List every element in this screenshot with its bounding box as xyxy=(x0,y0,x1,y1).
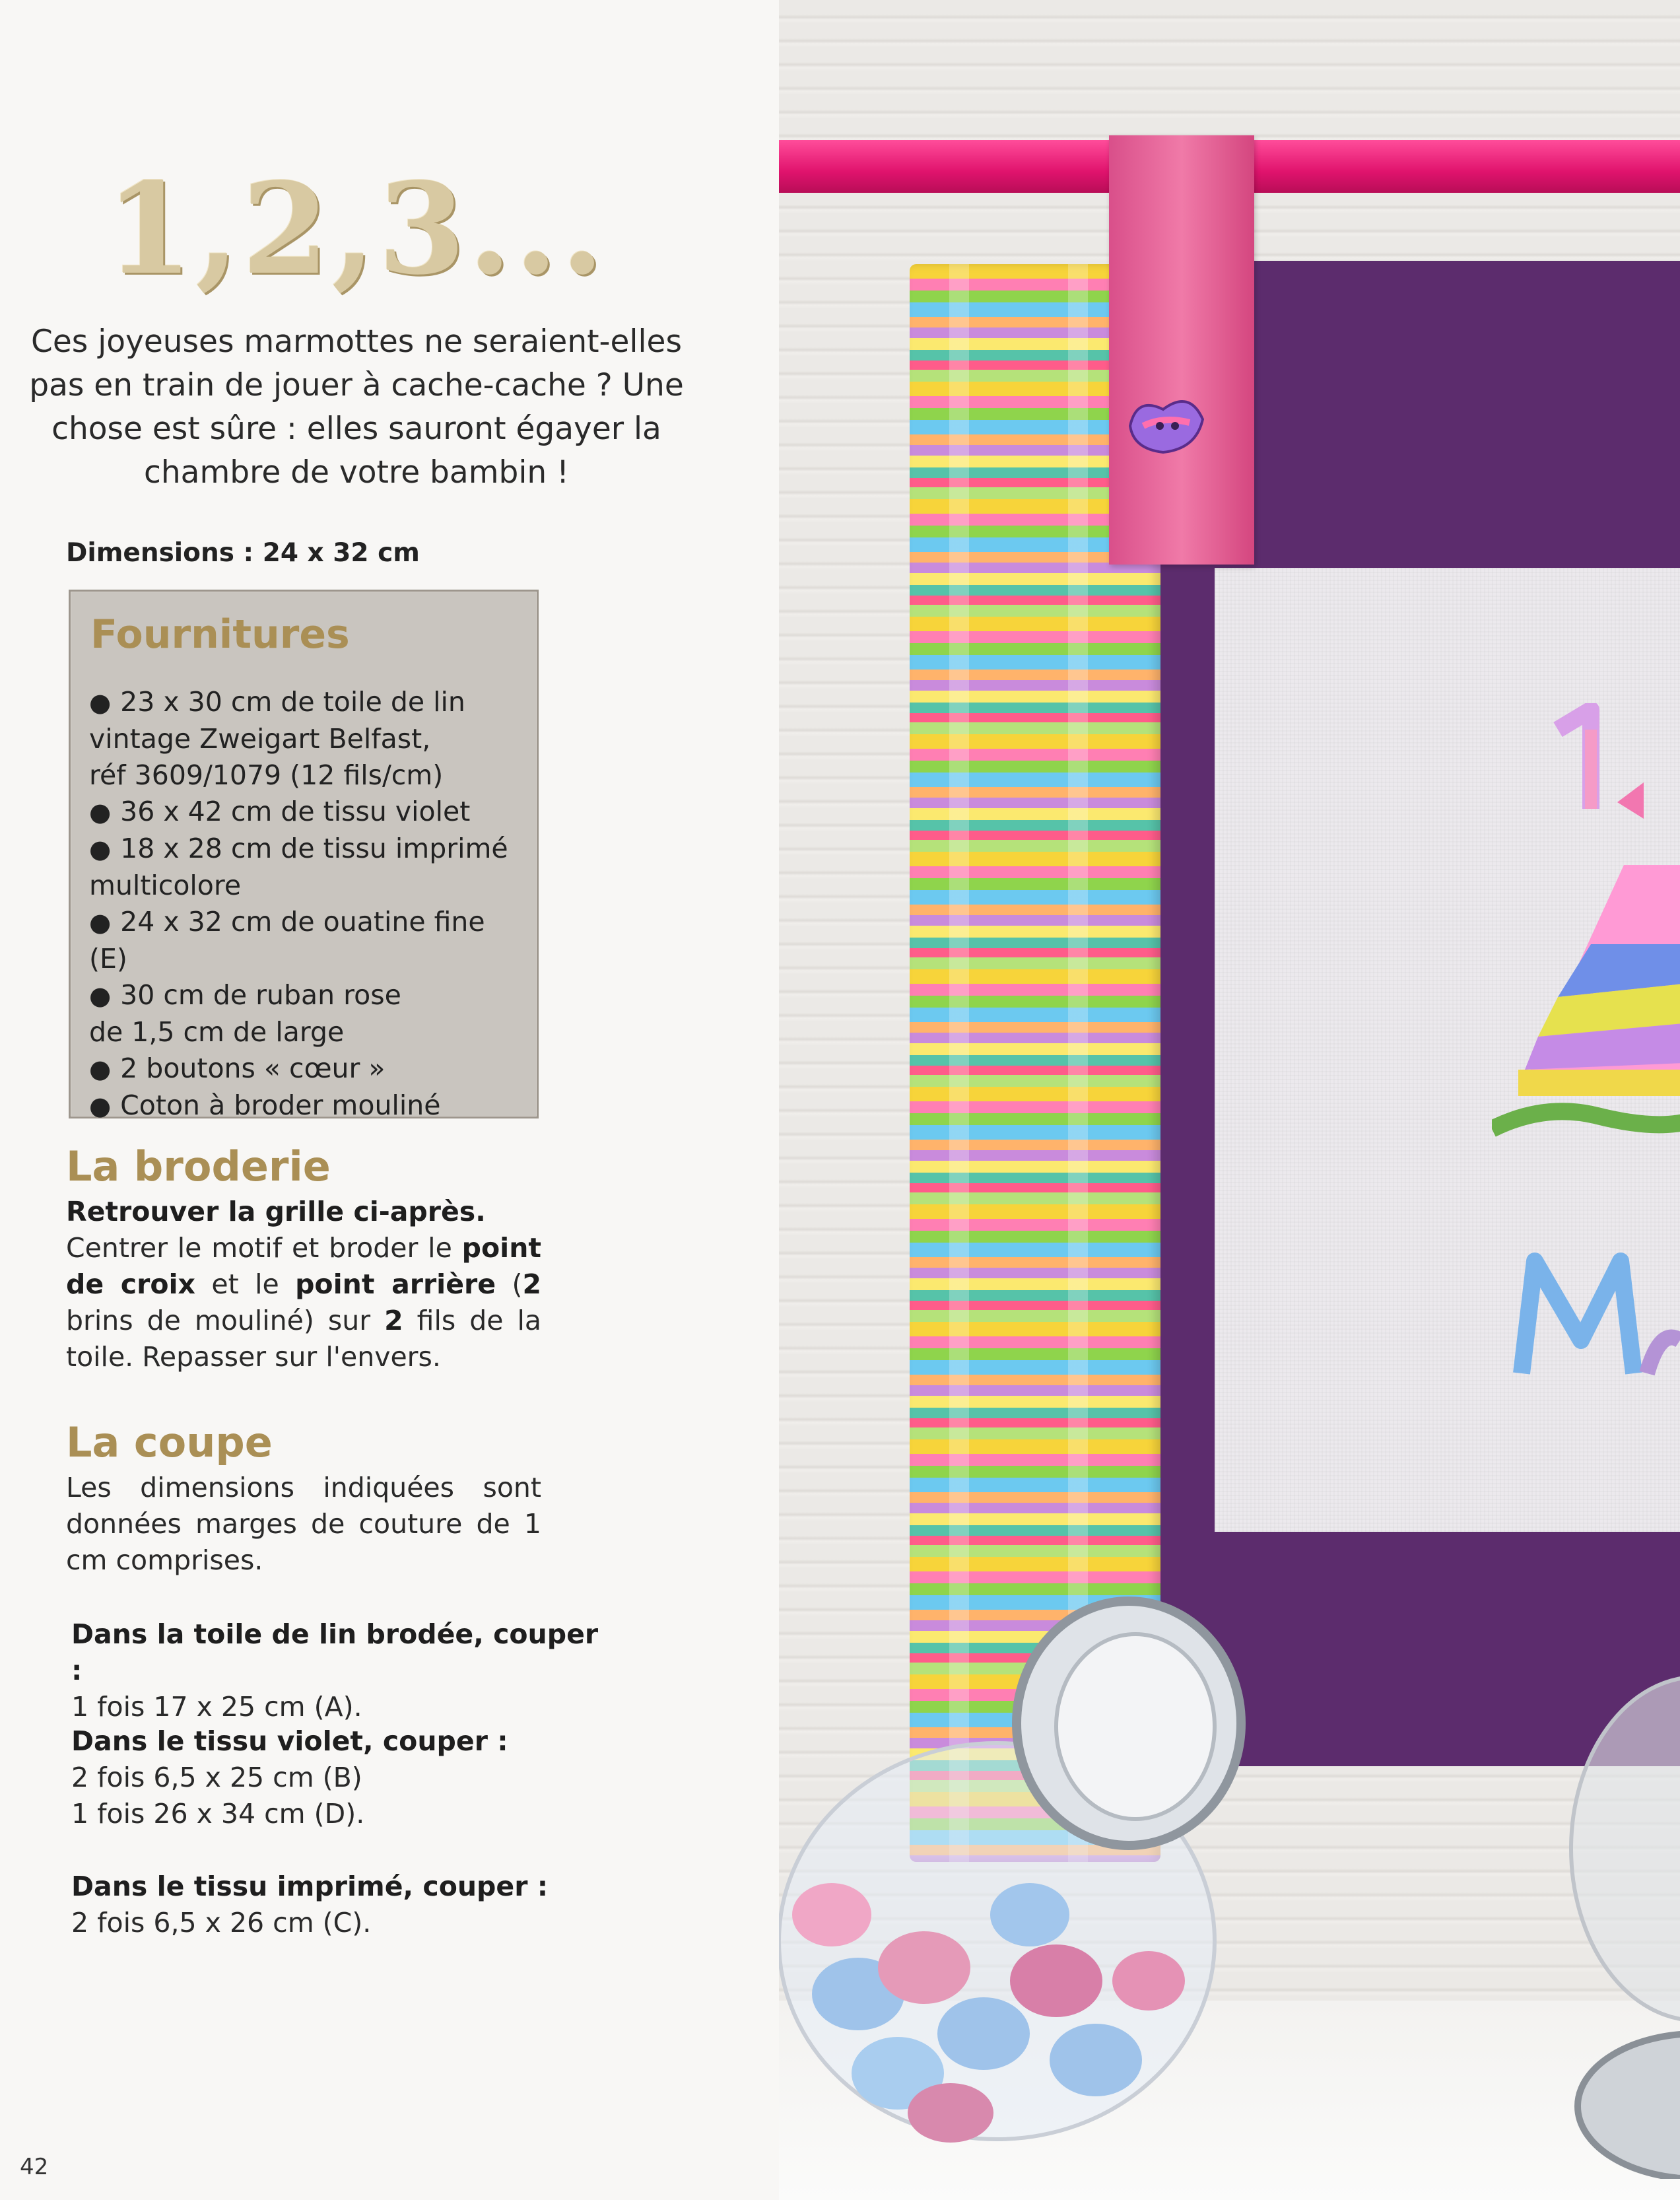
broderie-text-bold: 2 xyxy=(384,1305,403,1336)
cut-block-heading: Dans le tissu imprimé, couper : xyxy=(71,1871,549,1902)
coupe-title: La coupe xyxy=(66,1418,273,1466)
supply-item-text: Coton à broder mouliné xyxy=(120,1089,441,1121)
embroidered-party-hat xyxy=(1492,852,1680,1149)
broderie-text-part: brins de mouliné) sur xyxy=(66,1305,385,1336)
supply-item-text: 36 x 42 cm de tissu violet xyxy=(120,796,471,827)
cut-line: 1 fois 17 x 25 cm (A). xyxy=(71,1691,362,1723)
page-number: 42 xyxy=(20,2154,49,2180)
coupe-intro: Les dimensions indiquées sont données marges de couture de 1 cm comprises. xyxy=(66,1472,541,1576)
broderie-text-bold: point de croix xyxy=(66,1232,541,1300)
cut-block-heading: Dans la toile de lin brodée, couper : xyxy=(71,1618,599,1686)
supply-item xyxy=(89,977,531,1050)
embroidered-number-one xyxy=(1545,703,1650,829)
cut-block-heading: Dans le tissu violet, couper : xyxy=(71,1725,508,1757)
bullet-icon: ● xyxy=(89,1054,112,1083)
supplies-box xyxy=(69,590,539,1121)
project-photo xyxy=(779,0,1680,2200)
supply-item xyxy=(89,794,531,831)
broderie-text-part: et le xyxy=(195,1268,296,1300)
supply-item xyxy=(89,904,531,977)
supply-item-text: 30 cm de ruban rose de 1,5 cm de large xyxy=(89,979,401,1048)
broderie-grid-note: Retrouver la grille ci-après. xyxy=(66,1196,486,1227)
broderie-text-part: fils de la toile. Repasser sur l'envers. xyxy=(66,1305,541,1373)
cut-block xyxy=(71,1869,599,1941)
bullet-icon: ● xyxy=(89,688,112,717)
supply-item-text: 18 x 28 cm de tissu imprimé multicolore xyxy=(89,833,508,901)
bullet-icon: ● xyxy=(89,798,112,827)
heart-button-icon xyxy=(1124,390,1209,456)
cut-line: 2 fois 6,5 x 25 cm (B) xyxy=(71,1762,362,1793)
broderie-text-part: ( xyxy=(496,1268,523,1300)
bullet-icon: ● xyxy=(89,908,112,937)
supply-item-text: 2 boutons « cœur » xyxy=(120,1052,386,1084)
cut-line: 1 fois 26 x 34 cm (D). xyxy=(71,1798,365,1830)
cut-block xyxy=(71,1616,599,1725)
supply-item xyxy=(89,831,531,904)
broderie-title: La broderie xyxy=(66,1142,331,1190)
supplies-list xyxy=(89,684,531,1124)
text-column xyxy=(0,0,779,2200)
pink-ribbon-tab xyxy=(1109,135,1254,565)
supplies-title: Fournitures xyxy=(90,611,350,658)
candy-jar xyxy=(779,1571,1254,2152)
supply-item xyxy=(89,1050,531,1087)
cut-block xyxy=(71,1723,599,1832)
bullet-icon: ● xyxy=(89,835,112,864)
broderie-text-part: Centrer le motif et broder le xyxy=(66,1232,462,1264)
supply-item-text: 24 x 32 cm de ouatine fine (E) xyxy=(89,906,485,975)
embroidered-letter-m xyxy=(1508,1241,1680,1387)
dimensions-label: Dimensions : 24 x 32 cm xyxy=(66,538,420,568)
bullet-icon: ● xyxy=(89,1091,112,1120)
second-candy-jar xyxy=(1564,1651,1680,2179)
page-title: 1,2,3... xyxy=(106,155,607,302)
intro-paragraph: Ces joyeuses marmottes ne seraient-elles pas en train de jouer à cache-cache ? Une chose est sûre : elles sauront égayer la chambre de votre bambin ! xyxy=(29,324,684,491)
bullet-icon: ● xyxy=(89,981,112,1010)
supply-item xyxy=(89,684,531,794)
supply-item-text: 23 x 30 cm de toile de lin vintage Zweigart Belfast, réf 3609/1079 (12 fils/cm) xyxy=(89,686,465,791)
broderie-text-bold: point arrière xyxy=(295,1268,496,1300)
broderie-text xyxy=(66,1194,541,1375)
supply-item xyxy=(89,1087,531,1124)
cut-line: 2 fois 6,5 x 26 cm (C). xyxy=(71,1907,372,1939)
broderie-text-bold: 2 xyxy=(522,1268,541,1300)
